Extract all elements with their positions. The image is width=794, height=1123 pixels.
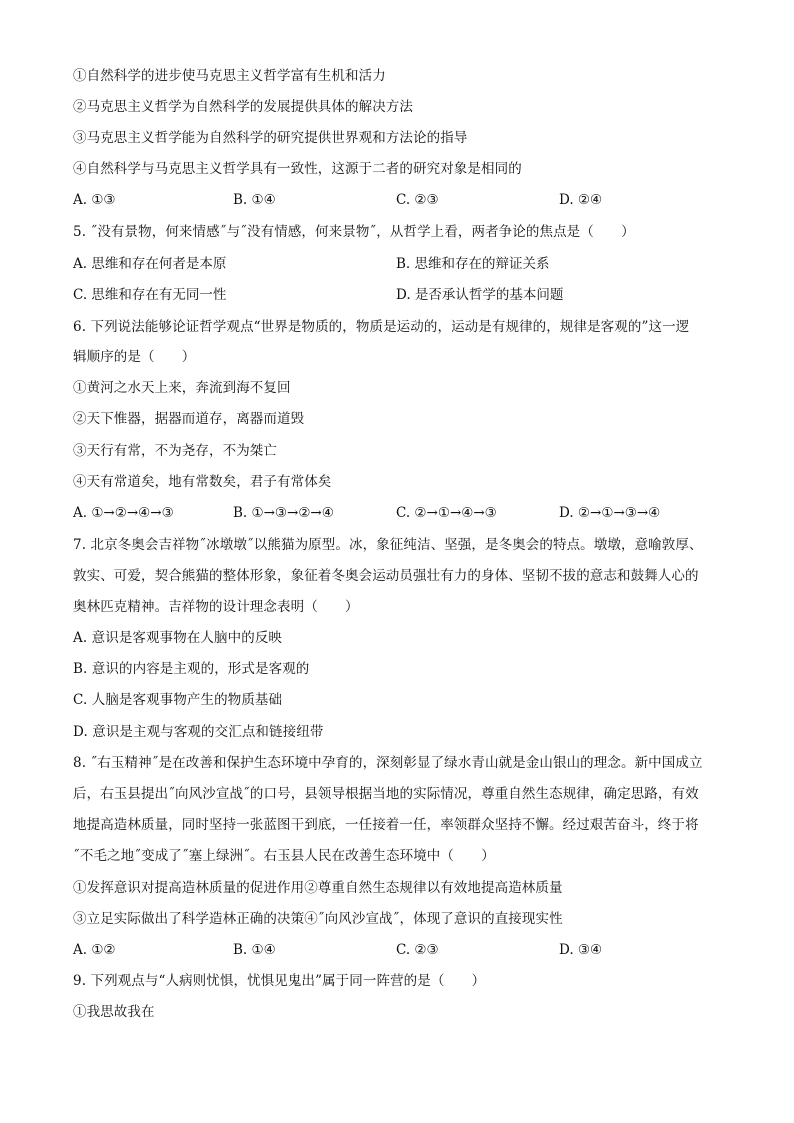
q5-options-row-2 bbox=[73, 285, 733, 305]
q7-option-c: C. 人脑是客观事物产生的物质基础 bbox=[73, 692, 283, 708]
q5-options-row-1 bbox=[73, 254, 733, 274]
q8-stem-line-1: 8. ˝右玉精神˝是在改善和保护生态环境中孕育的，深刻彰显了绿水青山就是金山银山的理念。新中国成立 bbox=[73, 755, 703, 771]
q8-options bbox=[73, 940, 733, 960]
q6-stem-line-1: 6. 下列说法能够论证哲学观点“世界是物质的，物质是运动的，运动是有规律的，规律是客观的”这一逻 bbox=[73, 319, 690, 335]
q5-stem: 5. ˝没有景物，何来情感˝与˝没有情感，何来景物˝，从哲学上看，两者争论的焦点是（ ） bbox=[73, 224, 635, 240]
q9-statement-1: ①我思故我在 bbox=[73, 1004, 155, 1020]
q7-option-a: A. 意识是客观事物在人脑中的反映 bbox=[73, 630, 283, 646]
q6-option-a: A. ①→②→④→③ bbox=[73, 505, 174, 521]
q4-option-c: C. ②③ bbox=[396, 192, 439, 208]
q5-option-d: D. 是否承认哲学的基本问题 bbox=[396, 287, 564, 303]
q5-option-a: A. 思维和存在何者是本原 bbox=[73, 256, 227, 272]
q4-statement-4: ④自然科学与马克思主义哲学具有一致性，这源于二者的研究对象是相同的 bbox=[73, 161, 522, 177]
q8-statements-3-4: ③立足实际做出了科学造林正确的决策④˝向风沙宣战˝，体现了意识的直接现实性 bbox=[73, 911, 563, 927]
q5-option-c: C. 思维和存在有无同一性 bbox=[73, 287, 227, 303]
q4-statement-1: ①自然科学的进步使马克思主义哲学富有生机和活力 bbox=[73, 68, 386, 84]
q6-option-c: C. ②→①→④→③ bbox=[396, 505, 497, 521]
q8-option-c: C. ②③ bbox=[396, 942, 439, 958]
q7-option-d: D. 意识是主观与客观的交汇点和链接纽带 bbox=[73, 724, 324, 740]
q5-option-b: B. 思维和存在的辩证关系 bbox=[396, 256, 550, 272]
q8-stem-line-4: ˝不毛之地˝变成了˝塞上绿洲˝。右玉县人民在改善生态环境中（ ） bbox=[73, 848, 495, 864]
q7-stem-line-3: 奥林匹克精神。吉祥物的设计理念表明（ ） bbox=[73, 599, 359, 615]
q4-options bbox=[73, 190, 733, 210]
q6-statement-3: ③天行有常，不为尧存，不为桀亡 bbox=[73, 443, 277, 459]
q7-stem-line-1: 7. 北京冬奥会吉祥物˝冰墩墩˝以熊猫为原型。冰，象征纯洁、坚强，是冬奥会的特点。墩墩，意喻敦厚、 bbox=[73, 537, 703, 553]
q8-stem-line-2: 后，右玉县提出˝向风沙宣战˝的口号，县领导根据当地的实际情况，尊重自然生态规律，确定思路，有效 bbox=[73, 786, 699, 802]
q8-stem-line-3: 地提高造林质量，同时坚持一张蓝图干到底，一任接着一任，率领群众坚持不懈。经过艰苦奋斗，终于将 bbox=[73, 817, 699, 833]
q4-option-a: A. ①③ bbox=[73, 192, 116, 208]
q6-option-b: B. ①→③→②→④ bbox=[233, 505, 334, 521]
q4-statement-2: ②马克思主义哲学为自然科学的发展提供具体的解决方法 bbox=[73, 99, 413, 115]
q6-statement-1: ①黄河之水天上来，奔流到海不复回 bbox=[73, 380, 291, 396]
q4-option-b: B. ①④ bbox=[233, 192, 276, 208]
q4-statement-3: ③马克思主义哲学能为自然科学的研究提供世界观和方法论的指导 bbox=[73, 130, 468, 146]
q7-stem-line-2: 敦实、可爱，契合熊猫的整体形象，象征着冬奥会运动员强壮有力的身体、坚韧不拔的意志和鼓舞人心的 bbox=[73, 568, 699, 584]
q6-statement-2: ②天下惟器，据器而道存，离器而道毁 bbox=[73, 411, 305, 427]
q8-statements-1-2: ①发挥意识对提高造林质量的促进作用②尊重自然生态规律以有效地提高造林质量 bbox=[73, 880, 563, 896]
q6-option-d: D. ②→①→③→④ bbox=[559, 505, 661, 521]
q6-options bbox=[73, 503, 733, 523]
q9-stem: 9. 下列观点与“人病则忧惧，忧惧见鬼出”属于同一阵营的是（ ） bbox=[73, 973, 486, 989]
q8-option-b: B. ①④ bbox=[233, 942, 276, 958]
q8-option-a: A. ①② bbox=[73, 942, 116, 958]
q4-option-d: D. ②④ bbox=[559, 192, 603, 208]
q6-statement-4: ④天有常道矣，地有常数矣，君子有常体矣 bbox=[73, 474, 332, 490]
q6-stem-line-2: 辑顺序的是（ ） bbox=[73, 349, 196, 365]
q7-option-b: B. 意识的内容是主观的，形式是客观的 bbox=[73, 661, 310, 677]
q8-option-d: D. ③④ bbox=[559, 942, 603, 958]
